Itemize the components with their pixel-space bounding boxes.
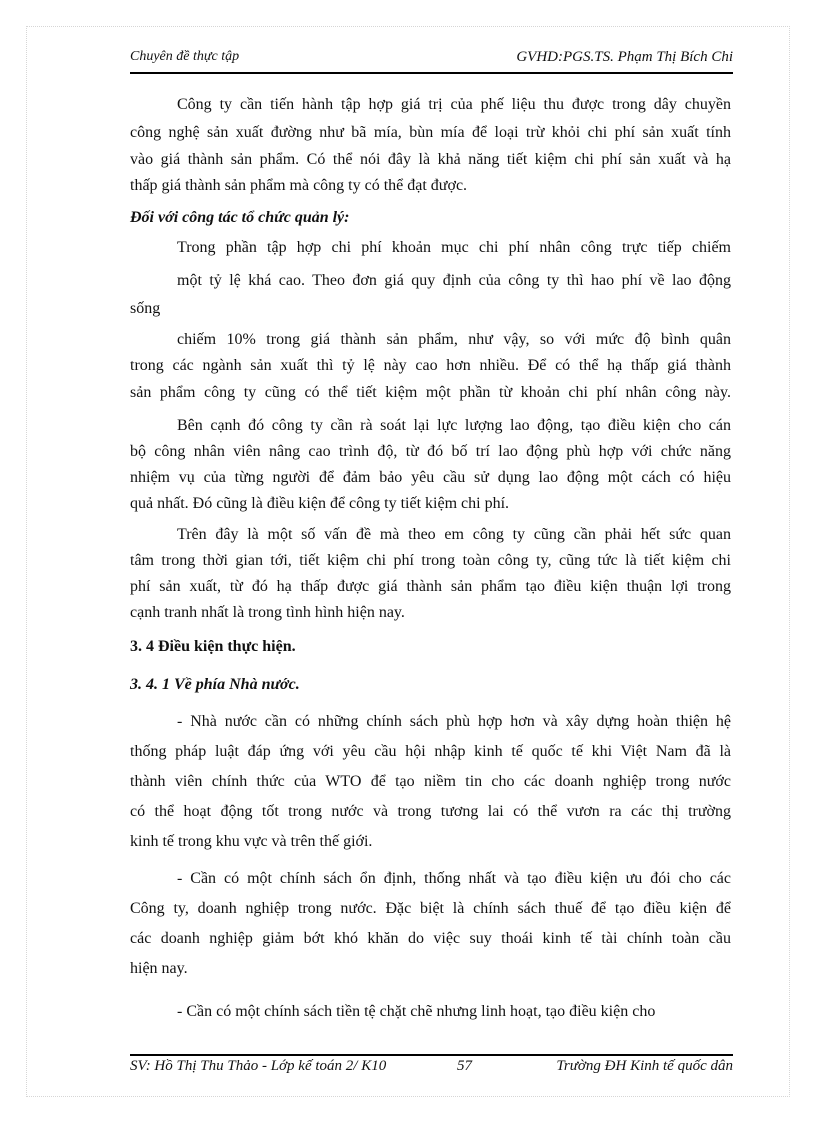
body-line: - Cần có một chính sách ổn định, thống nhất và tạo điều kiện ưu đói cho các — [177, 870, 731, 887]
page-number: 57 — [457, 1058, 472, 1074]
body-line: có thể hoạt động tốt trong nước và trong tương lai có thể vươn ra các thị trường — [130, 803, 731, 820]
header-right-text: GVHD:PGS.TS. Phạm Thị Bích Chi — [516, 49, 733, 65]
body-line: trong các ngành sản xuất thì tỷ lệ này cao hơn nhiều. Để có thể hạ thấp giá thành — [130, 357, 731, 374]
body-line: chiếm 10% trong giá thành sản phẩm, như vậy, so với mức độ bình quân — [177, 331, 731, 348]
body-line: thống pháp luật đáp ứng với yêu cầu hội nhập kinh tế quốc tế khi Việt Nam đã là — [130, 743, 731, 760]
header-rule — [130, 72, 733, 74]
section-heading-org: Đối với công tác tổ chức quản lý: — [130, 209, 350, 226]
body-line: - Cần có một chính sách tiền tệ chặt chẽ nhưng linh hoạt, tạo điều kiện cho — [177, 1003, 656, 1020]
body-line: một tỷ lệ khá cao. Theo đơn giá quy định của công ty thì hao phí về lao động — [177, 272, 731, 289]
body-line: Trong phần tập hợp chi phí khoản mục chi phí nhân công trực tiếp chiếm — [177, 239, 731, 256]
body-line: nhiệm vụ của từng người để đảm bảo yêu cầu sử dụng lao động một cách có hiệu — [130, 469, 731, 486]
header-left-text: Chuyên đề thực tập — [130, 49, 240, 64]
body-line: cạnh tranh nhất là trong tình hình hiện nay. — [130, 604, 405, 621]
body-line: thấp giá thành sản phẩm mà công ty có thể đạt được. — [130, 177, 468, 194]
footer-rule — [130, 1054, 733, 1056]
body-line: Bên cạnh đó công ty cần rà soát lại lực lượng lao động, tạo điều kiện cho cán — [177, 417, 731, 434]
footer-right-text: Trường ĐH Kinh tế quốc dân — [556, 1058, 733, 1074]
body-line: - Nhà nước cần có những chính sách phù hợp hơn và xây dựng hoàn thiện hệ — [177, 713, 731, 730]
footer-left-text: SV: Hồ Thị Thu Thảo - Lớp kế toán 2/ K10 — [130, 1058, 387, 1074]
body-line: phí sản xuất, từ đó hạ thấp được giá thành sản phẩm tạo điều kiện thuận lợi trong — [130, 578, 731, 595]
body-line: sống — [130, 300, 161, 317]
body-line: Trên đây là một số vấn đề mà theo em công ty cũng cần phải hết sức quan — [177, 526, 731, 543]
body-line: tâm trong thời gian tới, tiết kiệm chi phí trong toàn công ty, cũng tức là tiết kiệm chi — [130, 552, 731, 569]
body-line: vào giá thành sản phẩm. Có thể nói đây là khả năng tiết kiệm chi phí sản xuất và hạ — [130, 151, 731, 168]
page-header — [130, 47, 733, 71]
body-line: Công ty cần tiến hành tập hợp giá trị của phế liệu thu được trong dây chuyền — [177, 96, 731, 113]
section-heading-3-4-1: 3. 4. 1 Về phía Nhà nước. — [130, 676, 300, 693]
body-line: các doanh nghiệp giảm bớt khó khăn do việc suy thoái kinh tế tài chính toàn cầu — [130, 930, 731, 947]
body-line: Công ty, doanh nghiệp trong nước. Đặc biệt là chính sách thuế để tạo điều kiện để — [130, 900, 731, 917]
body-line: hiện nay. — [130, 960, 188, 977]
body-line: công nghệ sản xuất đường như bã mía, bùn mía để loại trừ khỏi chi phí sản xuất tính — [130, 124, 731, 141]
body-line: kinh tế trong khu vực và trên thế giới. — [130, 833, 373, 850]
body-line: quả nhất. Đó cũng là điều kiện để công ty tiết kiệm chi phí. — [130, 495, 510, 512]
body-line: sản phẩm công ty cũng có thể tiết kiệm một phần từ khoản chi phí nhân công này. — [130, 384, 731, 401]
section-heading-3-4: 3. 4 Điều kiện thực hiện. — [130, 638, 296, 655]
page-footer — [130, 1058, 733, 1080]
body-line: bộ công nhân viên nâng cao trình độ, từ đó bố trí lao động phù hợp với chức năng — [130, 443, 731, 460]
body-line: thành viên chính thức của WTO để tạo niềm tin cho các doanh nghiệp trong nước — [130, 773, 731, 790]
